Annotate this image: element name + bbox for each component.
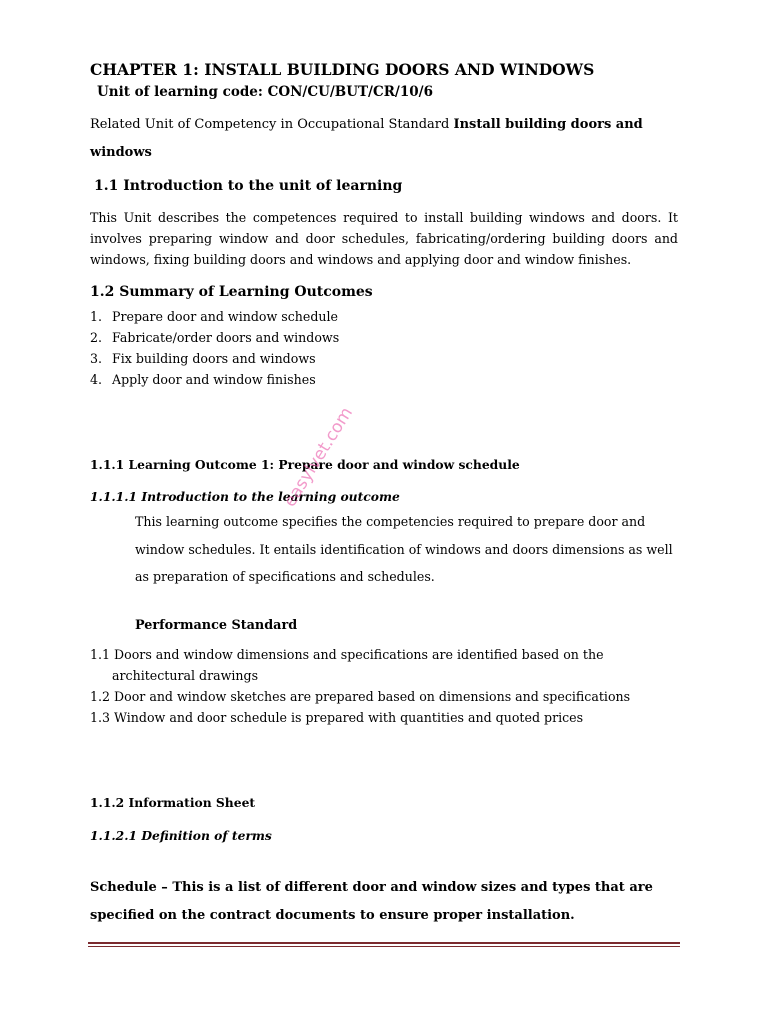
footer-rule bbox=[88, 942, 680, 944]
unit-code: Unit of learning code: CON/CU/BUT/CR/10/6 bbox=[97, 84, 433, 100]
list-item-number: 4. bbox=[90, 372, 103, 387]
definition-heading: 1.1.2.1 Definition of terms bbox=[90, 828, 272, 843]
related-unit bbox=[90, 111, 680, 167]
performance-standard-heading: Performance Standard bbox=[135, 618, 298, 633]
learning-outcome-heading: 1.1.1 Learning Outcome 1: Prepare door and window schedule bbox=[90, 457, 520, 472]
list-item-number: 3. bbox=[90, 351, 103, 366]
list-item-text: Fix building doors and windows bbox=[112, 351, 316, 366]
list-item bbox=[90, 348, 339, 369]
standard-item-continuation: architectural drawings bbox=[112, 668, 259, 683]
list-item-text: Apply door and window finishes bbox=[112, 372, 316, 387]
performance-standards-list bbox=[90, 644, 630, 728]
outcomes-list bbox=[90, 306, 339, 390]
learning-outcome-intro-text: This learning outcome specifies the competencies required to prepare door and window schedules. It entails identification of windows and doors dimensions as well as preparation of specifications and schedules. bbox=[135, 514, 673, 584]
information-sheet-heading: 1.1.2 Information Sheet bbox=[90, 795, 256, 810]
list-item-number: 1. bbox=[90, 309, 103, 324]
footer-rule-thin bbox=[88, 946, 680, 947]
list-item bbox=[90, 369, 339, 390]
standard-item: 1.3 Window and door schedule is prepared with quantities and quoted prices bbox=[90, 710, 584, 725]
standard-item: 1.1 Doors and window dimensions and specifications are identified based on the bbox=[90, 647, 604, 662]
schedule-definition: Schedule – This is a list of different door and window sizes and types that are specified on the contract documents to ensure proper installation. bbox=[90, 880, 653, 923]
list-item bbox=[90, 306, 339, 327]
list-item-text: Prepare door and window schedule bbox=[112, 309, 339, 324]
related-unit-name: Install building doors and windows bbox=[90, 117, 643, 160]
related-unit-label: Related Unit of Competency in Occupational Standard bbox=[90, 117, 454, 132]
watermark: easylvet.com bbox=[280, 403, 358, 511]
standard-item: 1.2 Door and window sketches are prepared based on dimensions and specifications bbox=[90, 689, 631, 704]
list-item-number: 2. bbox=[90, 330, 103, 345]
chapter-title: CHAPTER 1: INSTALL BUILDING DOORS AND WINDOWS bbox=[90, 60, 595, 79]
intro-heading: 1.1 Introduction to the unit of learning bbox=[94, 178, 403, 194]
list-item-text: Fabricate/order doors and windows bbox=[112, 330, 340, 345]
list-item bbox=[90, 327, 339, 348]
summary-heading: 1.2 Summary of Learning Outcomes bbox=[90, 284, 373, 300]
intro-paragraph: This Unit describes the competences required to install building windows and doors. It involves preparing window and door schedules, fabricating/ordering building doors and windows, fixing building doors and windows and applying door and window finishes. bbox=[90, 210, 678, 267]
learning-outcome-intro-heading: 1.1.1.1 Introduction to the learning outcome bbox=[90, 489, 400, 504]
